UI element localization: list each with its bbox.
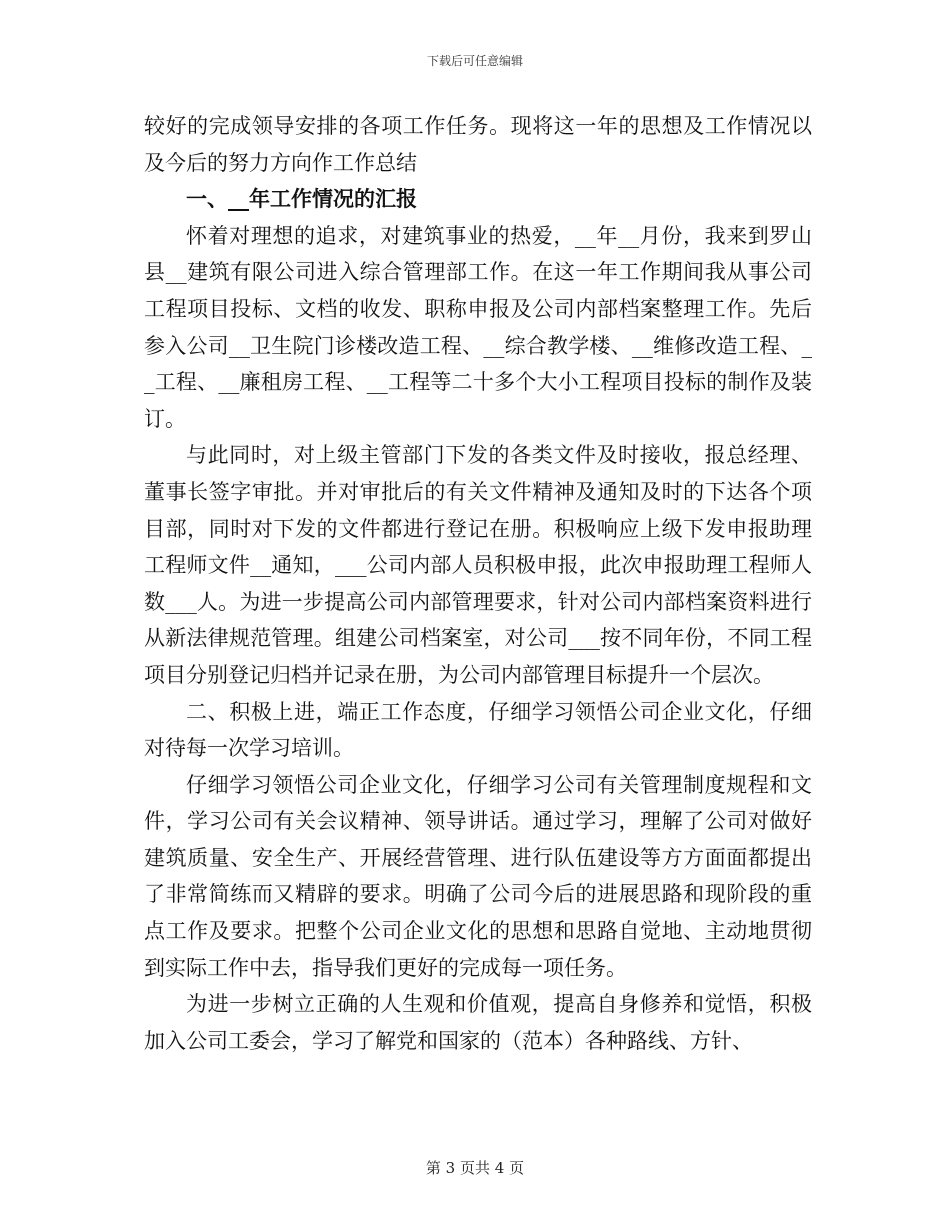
paragraph: 仔细学习领悟公司企业文化，仔细学习公司有关管理制度规程和文件，学习公司有关会议精神、领导讲话。通过学习，理解了公司对做好建筑质量、安全生产、开展经营管理、进行队伍建设等方方面面都提出了非常简练而又精辟的要求。明确了公司今后的进展思路和现阶段的重点工作及要求。把整个公司企业文化的思想和思路自觉地、主动地贯彻到实际工作中去，指导我们更好的完成每一项任务。 [144,772,812,980]
document-body [144,108,812,1059]
paragraph: 与此同时，对上级主管部门下发的各类文件及时接收，报总经理、董事长签字审批。并对审批后的有关文件精神及通知及时的下达各个项目部，同时对下发的文件都进行登记在册。积极响应上级下发申报助理工程师文件__通知，___公司内部人员积极申报，此次申报助理工程师人数___人。为进一步提高公司内部管理要求，针对公司内部档案资料进行从新法律规范管理。组建公司档案室，对公司___按不同年份，不同工程项目分别登记归档并记录在册，为公司内部管理目标提升一个层次。 [144,443,812,687]
paragraph: 怀着对理想的追求，对建筑事业的热爱，__年__月份，我来到罗山县__建筑有限公司进入综合管理部工作。在这一年工作期间我从事公司工程项目投标、文档的收发、职称申报及公司内部档案整理工作。先后参入公司__卫生院门诊楼改造工程、__综合教学楼、__维修改造工程、__工程、__廉租房工程、__工程等二十多个大小工程项目投标的制作及装订。 [144,223,812,431]
section-heading-2: 二、积极上进，端正工作态度，仔细学习领悟公司企业文化，仔细对待每一次学习培训。 [144,699,812,761]
section-heading-1: 一、__年工作情况的汇报 [186,186,417,212]
paragraph-continuation: 较好的完成领导安排的各项工作任务。现将这一年的思想及工作情况以及今后的努力方向作工作总结 [144,114,812,175]
header-note: 下载后可任意编辑 [426,54,523,68]
page-number: 第 3 页共 4 页 [425,1159,525,1177]
paragraph: 为进一步树立正确的人生观和价值观，提高自身修养和觉悟，积极加入公司工委会，学习了解党和国家的（范本）各种路线、方针、 [144,992,812,1053]
